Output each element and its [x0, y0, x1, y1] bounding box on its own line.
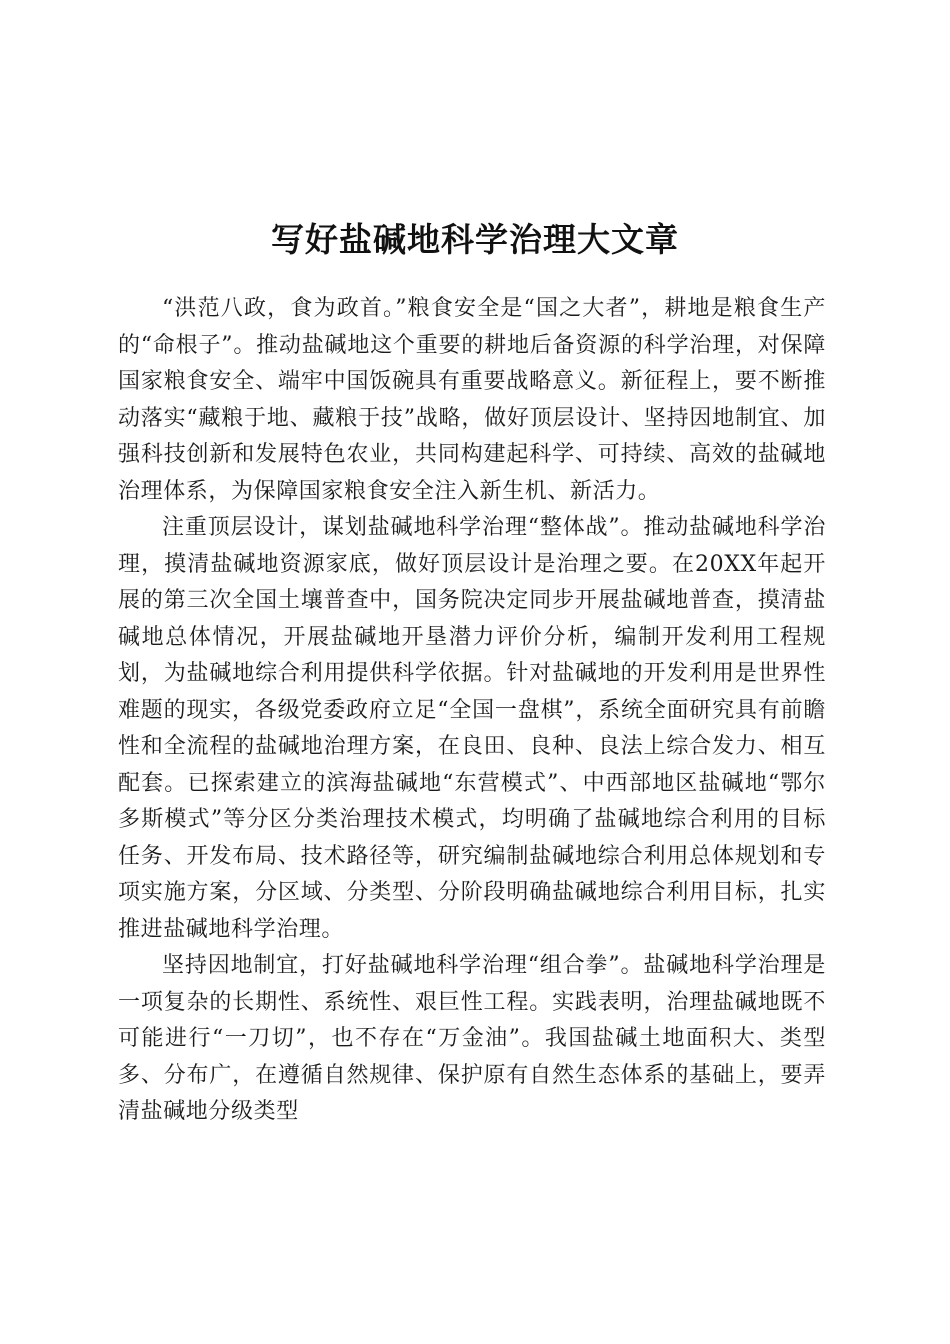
- document-title: 写好盐碱地科学治理大文章: [271, 220, 679, 260]
- document-body: [118, 291, 826, 1131]
- paragraph-local-conditions: 坚持因地制宜，打好盐碱地科学治理“组合拳”。盐碱地科学治理是一项复杂的长期性、系统性、艰巨性工程。实践表明，治理盐碱地既不可能进行“一刀切”，也不存在“万金油”。我国盐碱土地面积大、类型多、分布广，在遵循自然规律、保护原有自然生态体系的基础上，要弄清盐碱地分级类型: [118, 953, 826, 1124]
- paragraph-intro: “洪范八政，食为政首。”粮食安全是“国之大者”，耕地是粮食生产的“命根子”。推动盐碱地这个重要的耕地后备资源的科学治理，对保障国家粮食安全、端牢中国饭碗具有重要战略意义。新征程上，要不断推动落实“藏粮于地、藏粮于技”战略，做好顶层设计、坚持因地制宜、加强科技创新和发展特色农业，共同构建起科学、可持续、高效的盐碱地治理体系，为保障国家粮食安全注入新生机、新活力。: [118, 296, 826, 504]
- paragraph-top-level-design: 注重顶层设计，谋划盐碱地科学治理“整体战”。推动盐碱地科学治理，摸清盐碱地资源家底，做好顶层设计是治理之要。在20XX年起开展的第三次全国土壤普查中，国务院决定同步开展盐碱地普查，摸清盐碱地总体情况，开展盐碱地开垦潜力评价分析，编制开发利用工程规划，为盐碱地综合利用提供科学依据。针对盐碱地的开发利用是世界性难题的现实，各级党委政府立足“全国一盘棋”，系统全面研究具有前瞻性和全流程的盐碱地治理方案，在良田、良种、良法上综合发力、相互配套。已探索建立的滨海盐碱地“东营模式”、中西部地区盐碱地“鄂尔多斯模式”等分区分类治理技术模式，均明确了盐碱地综合利用的目标任务、开发布局、技术路径等，研究编制盐碱地综合利用总体规划和专项实施方案，分区域、分类型、分阶段明确盐碱地综合利用目标，扎实推进盐碱地科学治理。: [118, 515, 826, 942]
